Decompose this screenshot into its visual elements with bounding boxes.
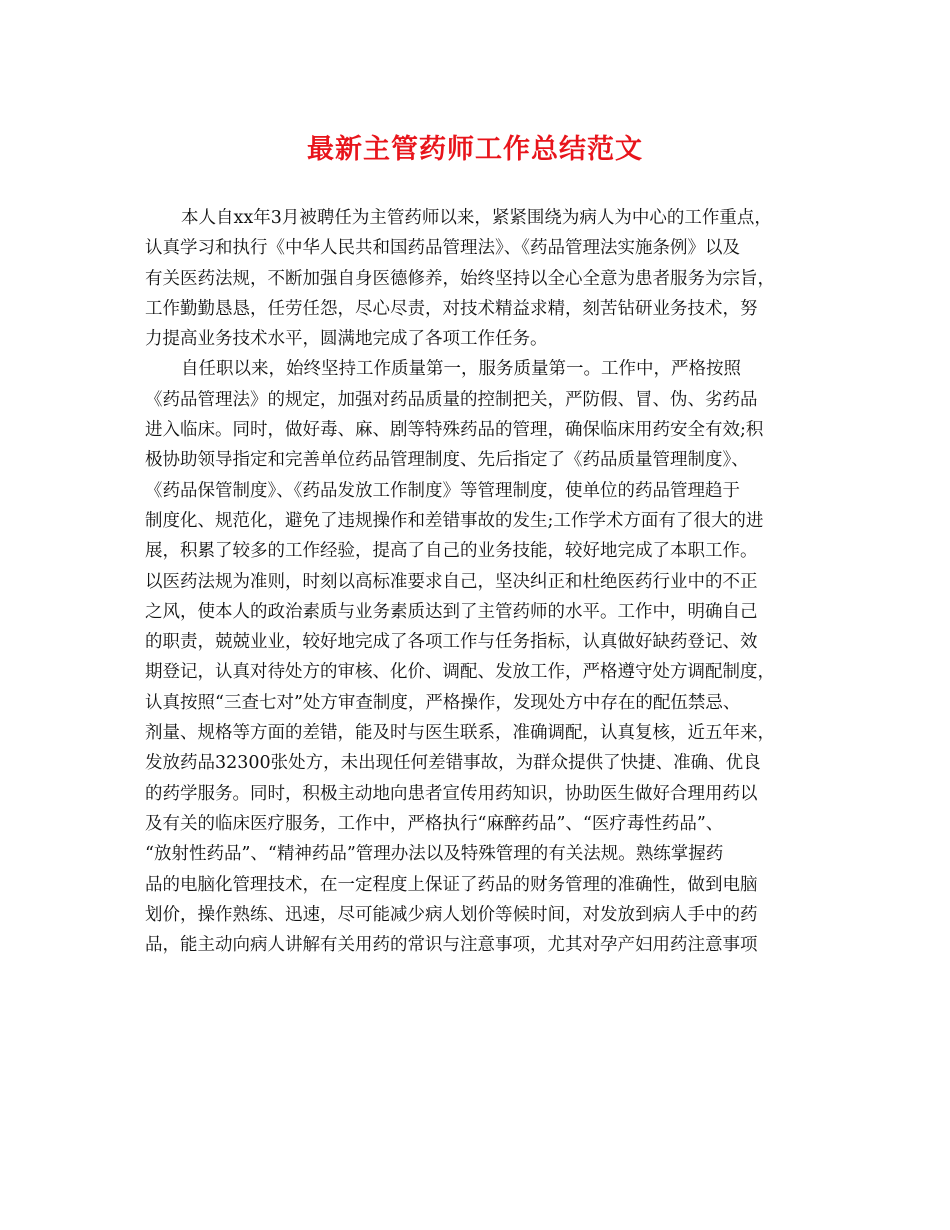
body-line: 品的电脑化管理技术，在一定程度上保证了药品的财务管理的准确性，做到电脑 xyxy=(145,874,758,895)
body-line: 划价，操作熟练、迅速，尽可能减少病人划价等候时间，对发放到病人手中的药 xyxy=(145,904,758,925)
body-line: 有关医药法规，不断加强自身医德修养，始终坚持以全心全意为患者服务为宗旨， xyxy=(145,268,775,289)
body-line: 制度化、规范化，避免了违规操作和差错事故的发生;工作学术方面有了很大的进 xyxy=(145,510,764,531)
body-line: 《药品保管制度》、《药品发放工作制度》等管理制度，使单位的药品管理趋于 xyxy=(145,480,740,501)
body-line: 工作勤勤恳恳，任劳任怨，尽心尽责，对技术精益求精，刻苦钻研业务技术，努 xyxy=(145,298,758,319)
body-line: “放射性药品”、“精神药品”管理办法以及特殊管理的有关法规。熟练掌握药 xyxy=(145,844,724,865)
body-line: 进入临床。同时，做好毒、麻、剧等特殊药品的管理，确保临床用药安全有效;积 xyxy=(145,420,764,441)
document-body xyxy=(145,203,825,960)
body-line: 发放药品32300张处方，未出现任何差错事故，为群众提供了快捷、准确、优良 xyxy=(145,753,761,774)
body-line: 的药学服务。同时，积极主动地向患者宣传用药知识，协助医生做好合理用药以 xyxy=(145,783,758,804)
body-line: 《药品管理法》的规定，加强对药品质量的控制把关，严防假、冒、伪、劣药品 xyxy=(145,389,758,410)
body-line: 剂量、规格等方面的差错，能及时与医生联系，准确调配，认真复核，近五年来， xyxy=(145,723,775,744)
body-line: 期登记，认真对待处方的审核、化价、调配、发放工作，严格遵守处方调配制度， xyxy=(145,662,775,683)
document-title: 最新主管药师工作总结范文 xyxy=(307,134,643,165)
body-line: 品，能主动向病人讲解有关用药的常识与注意事项，尤其对孕产妇用药注意事项 xyxy=(145,935,758,956)
body-line: 本人自xx年3月被聘任为主管药师以来，紧紧围绕为病人为中心的工作重点， xyxy=(181,208,772,228)
body-line: 力提高业务技术水平，圆满地完成了各项工作任务。 xyxy=(145,329,548,350)
body-line: 极协助领导指定和完善单位药品管理制度、先后指定了《药品质量管理制度》、 xyxy=(145,450,749,471)
body-line: 自任职以来，始终坚持工作质量第一，服务质量第一。工作中，严格按照 xyxy=(181,359,741,380)
body-line: 以医药法规为准则，时刻以高标准要求自己，坚决纠正和杜绝医药行业中的不正 xyxy=(145,571,758,592)
body-line: 认真按照“三查七对”处方审查制度，严格操作，发现处方中存在的配伍禁忌、 xyxy=(145,692,741,713)
body-line: 认真学习和执行《中华人民共和国药品管理法》、《药品管理法实施条例》以及 xyxy=(145,238,740,259)
body-line: 展，积累了较多的工作经验，提高了自己的业务技能，较好地完成了本职工作。 xyxy=(145,541,758,562)
body-line: 及有关的临床医疗服务，工作中，严格执行“麻醉药品”、“医疗毒性药品”、 xyxy=(145,813,724,834)
body-line: 之风，使本人的政治素质与业务素质达到了主管药师的水平。工作中，明确自己 xyxy=(145,601,758,622)
body-line: 的职责，兢兢业业，较好地完成了各项工作与任务指标，认真做好缺药登记、效 xyxy=(145,632,758,653)
